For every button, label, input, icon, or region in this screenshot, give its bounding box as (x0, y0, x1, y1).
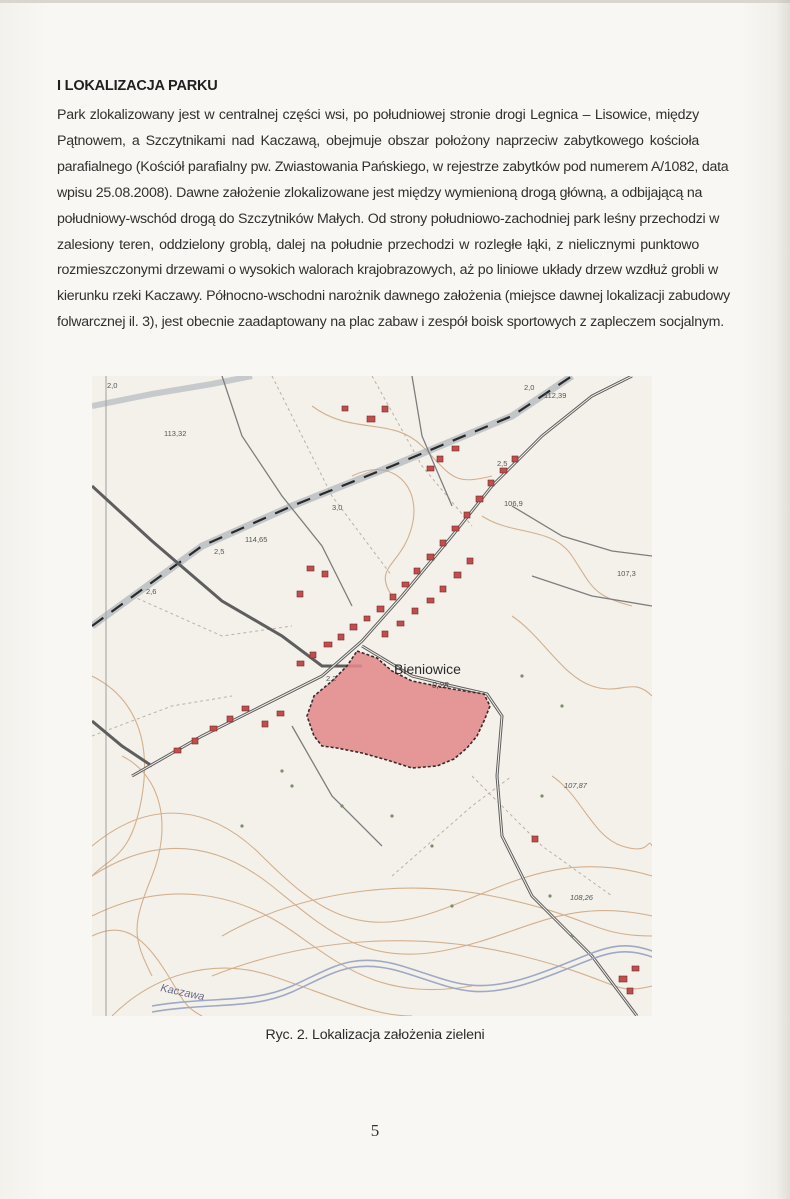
village-label: Bieniowice (394, 661, 461, 677)
river-label: Kaczawa (159, 982, 206, 1004)
paragraph-line: parafialnego (Kościół parafialny pw. Zwiastowania Pańskiego, w rejestrze zabytków pod numerem A/1082, data (57, 158, 729, 175)
elevation-label: 108,26 (570, 893, 593, 902)
elevation-label: 3,0 (332, 503, 343, 512)
page-top-edge (0, 0, 790, 3)
elevation-label: 2,0 (107, 381, 118, 390)
elevation-label: 2,5 (214, 547, 225, 556)
page-right-shadow (776, 0, 790, 1199)
elevation-label: 2,0 (524, 383, 535, 392)
page-number: 5 (370, 1121, 380, 1140)
paragraph-line: rozmieszczonymi drzewami o wysokich walorach krajobrazowych, aż po liniowe układy drzew wzdłuż grobli w (57, 262, 719, 279)
elevation-label: 113,32 (164, 429, 187, 438)
elevation-label: 2,6 (146, 587, 157, 596)
village-sublabel: 0,28 (432, 680, 449, 690)
body-paragraph (57, 103, 730, 336)
paragraph-line: zalesiony teren, oddzielony groblą, dalej na południe przechodzi w rozległe łąki, z nielicznymi punktowo (57, 236, 699, 253)
paragraph-line: folwarcznej il. 3), jest obecnie zaadaptowany na plac zabaw i zespół boisk sportowych z zapleczem socjalnym. (57, 314, 724, 331)
paragraph-line: Park zlokalizowany jest w centralnej części wsi, po południowej stronie drogi Legnica – Lisowice, między (57, 107, 699, 123)
paragraph-line: wpisu 25.08.2008). Dawne założenie zlokalizowane jest między wymienioną drogą główną, a odbijającą na (57, 184, 703, 201)
elevation-label: 106,9 (504, 499, 523, 508)
paragraph-line: kierunku rzeki Kaczawy. Północno-wschodni narożnik dawnego założenia (miejsce dawnej lokalizacji zabudowy (57, 288, 730, 305)
elevation-label: 112,39 (544, 391, 567, 400)
section-heading: I LOKALIZACJA PARKU (57, 78, 218, 94)
paragraph-line: Pątnowem, a Szczytnikami nad Kaczawą, obejmuje obszar położony naprzeciw zabytkowego kościoła (57, 132, 699, 149)
topographic-map (92, 376, 652, 1016)
figure-caption: Ryc. 2. Lokalizacja założenia zieleni (265, 1027, 485, 1043)
elevation-label: 107,87 (564, 781, 587, 790)
paragraph-line: południowy-wschód drogą do Szczytników Małych. Od strony południowo-zachodniej park leśny przechodzi w (57, 210, 720, 227)
elevation-label: 2,2 (326, 674, 337, 683)
elevation-label: 2,5 (497, 459, 508, 468)
elevation-label: 114,65 (245, 535, 268, 544)
elevation-label: 107,3 (617, 569, 636, 578)
location-map (92, 376, 652, 1016)
